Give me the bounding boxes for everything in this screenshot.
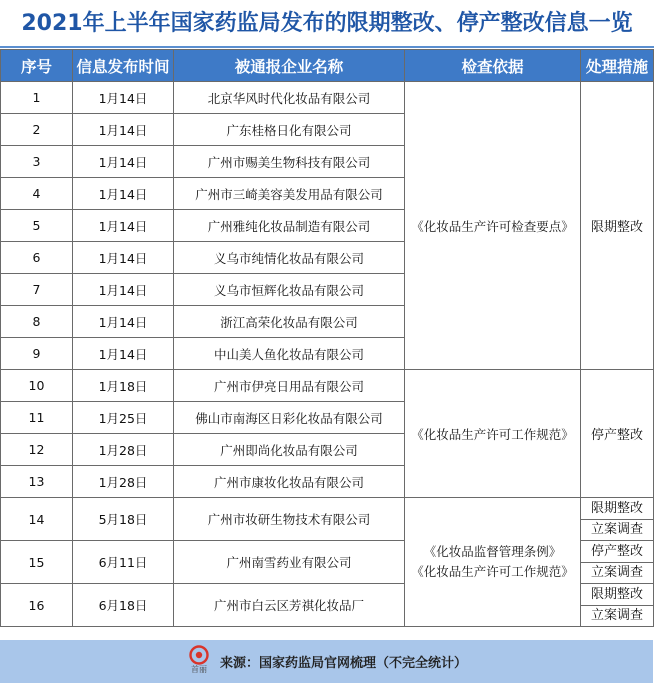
row-no: 6 [1, 242, 73, 274]
row-no: 12 [1, 434, 73, 466]
row-company: 义乌市恒辉化妆品有限公司 [174, 274, 405, 306]
row-date: 1月14日 [73, 82, 174, 114]
row-company: 佛山市南海区日彩化妆品有限公司 [174, 402, 405, 434]
row-date: 1月14日 [73, 338, 174, 370]
table-row [1, 82, 654, 114]
row-date: 6月11日 [73, 541, 174, 584]
header-company: 被通报企业名称 [174, 50, 405, 82]
row-date: 1月14日 [73, 210, 174, 242]
row-no: 5 [1, 210, 73, 242]
header-date: 信息发布时间 [73, 50, 174, 82]
row-company: 广州雅纯化妆品制造有限公司 [174, 210, 405, 242]
row-date: 1月14日 [73, 306, 174, 338]
row-company: 广州市妆研生物技术有限公司 [174, 498, 405, 541]
row-company: 广州南雪药业有限公司 [174, 541, 405, 584]
row-no: 11 [1, 402, 73, 434]
row-company: 北京华风时代化妆品有限公司 [174, 82, 405, 114]
row-company: 义乌市纯情化妆品有限公司 [174, 242, 405, 274]
basis-cell: 《化妆品生产许可检查要点》 [405, 82, 581, 370]
basis-cell: 《化妆品生产许可工作规范》 [405, 370, 581, 498]
row-company: 广东桂格日化有限公司 [174, 114, 405, 146]
row-no: 8 [1, 306, 73, 338]
measure-line: 立案调查 [581, 519, 653, 540]
row-date: 1月14日 [73, 178, 174, 210]
logo-icon [189, 645, 209, 665]
measure-line: 立案调查 [581, 605, 653, 626]
row-date: 1月14日 [73, 114, 174, 146]
header-no: 序号 [1, 50, 73, 82]
row-date: 1月28日 [73, 466, 174, 498]
measure-line: 限期整改 [590, 500, 643, 516]
row-no: 9 [1, 338, 73, 370]
table-row [1, 498, 654, 541]
measure-cell: 停产整改 [581, 370, 654, 498]
basis-line: 《化妆品生产许可工作规范》 [411, 564, 574, 579]
row-no: 15 [1, 541, 73, 584]
row-no: 10 [1, 370, 73, 402]
logo [186, 645, 212, 679]
measure-line: 限期整改 [590, 586, 643, 602]
row-date: 6月18日 [73, 584, 174, 627]
row-no: 13 [1, 466, 73, 498]
row-no: 4 [1, 178, 73, 210]
row-company: 广州市康妆化妆品有限公司 [174, 466, 405, 498]
row-company: 中山美人鱼化妆品有限公司 [174, 338, 405, 370]
row-no: 16 [1, 584, 73, 627]
measure-cell [581, 541, 654, 584]
row-company: 广州市三崎美容美发用品有限公司 [174, 178, 405, 210]
row-date: 5月18日 [73, 498, 174, 541]
basis-line: 《化妆品监督管理条例》 [423, 544, 562, 559]
row-no: 7 [1, 274, 73, 306]
row-no: 14 [1, 498, 73, 541]
row-date: 1月28日 [73, 434, 174, 466]
row-date: 1月14日 [73, 146, 174, 178]
row-company: 浙江高荣化妆品有限公司 [174, 306, 405, 338]
table-row [1, 370, 654, 402]
row-date: 1月25日 [73, 402, 174, 434]
row-no: 1 [1, 82, 73, 114]
measure-cell [581, 498, 654, 541]
row-company: 广州市白云区芳祺化妆品厂 [174, 584, 405, 627]
row-company: 广州市赐美生物科技有限公司 [174, 146, 405, 178]
header-row [1, 50, 654, 82]
row-date: 1月14日 [73, 274, 174, 306]
row-company: 广州市伊亮日用品有限公司 [174, 370, 405, 402]
measure-cell [581, 584, 654, 627]
notice-table [0, 49, 654, 627]
footer [0, 640, 653, 683]
basis-cell [405, 498, 581, 627]
header-measure: 处理措施 [581, 50, 654, 82]
measure-line: 停产整改 [590, 543, 643, 559]
source-note: 来源：国家药监局官网梳理（不完全统计） [219, 656, 467, 671]
row-no: 2 [1, 114, 73, 146]
measure-line: 立案调查 [581, 562, 653, 583]
row-date: 1月18日 [73, 370, 174, 402]
row-date: 1月14日 [73, 242, 174, 274]
row-no: 3 [1, 146, 73, 178]
measure-cell: 限期整改 [581, 82, 654, 370]
page-title: 2021年上半年国家药监局发布的限期整改、停产整改信息一览 [0, 0, 654, 48]
header-basis: 检查依据 [405, 50, 581, 82]
row-company: 广州即尚化妆品有限公司 [174, 434, 405, 466]
logo-text: 首丽 [190, 664, 207, 674]
